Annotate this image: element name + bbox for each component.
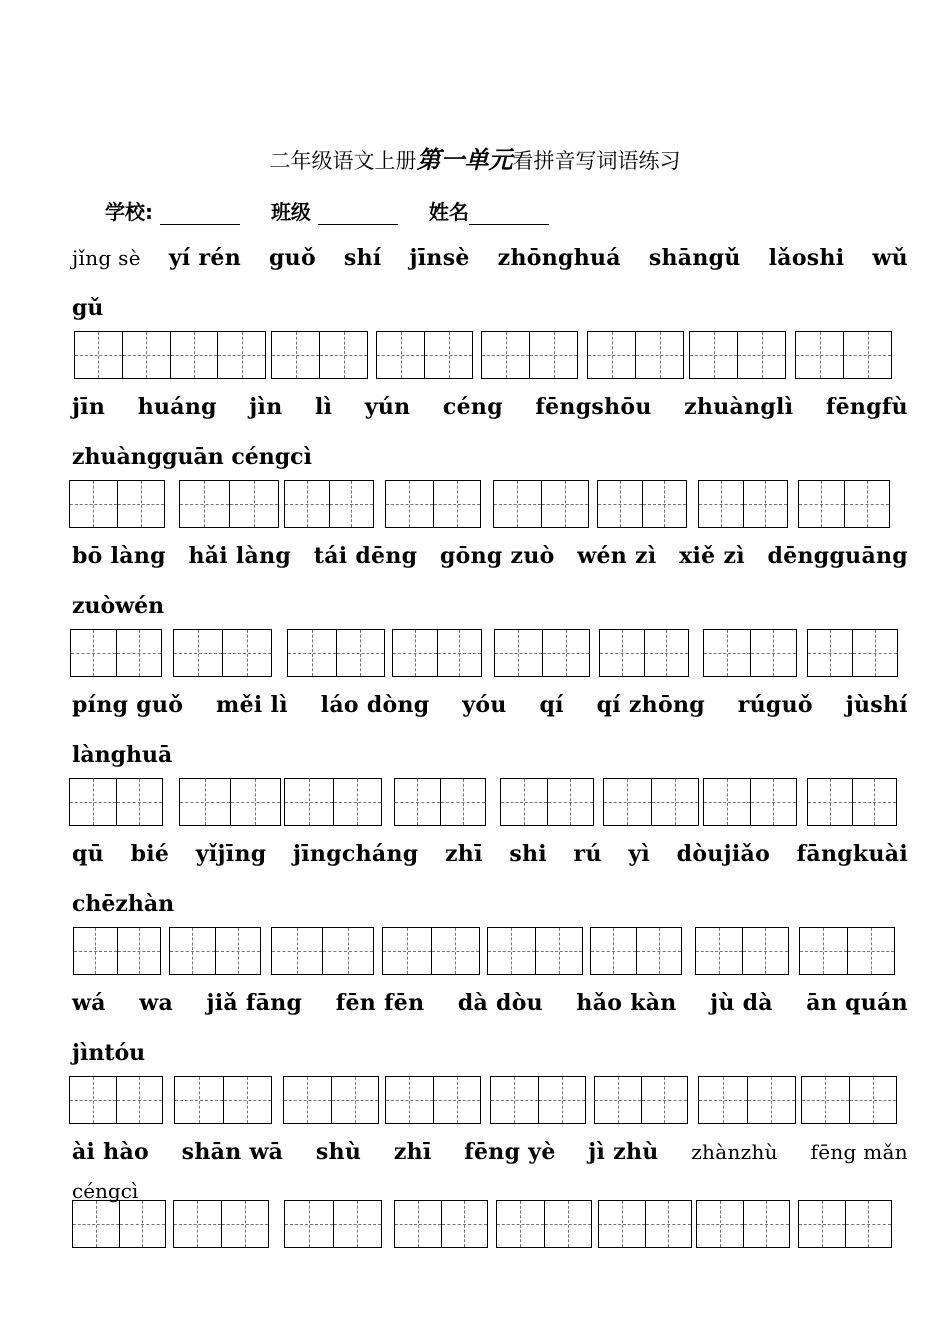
tianzige-cell[interactable] (174, 1201, 222, 1247)
page-title (0, 140, 950, 175)
tianzige-cell[interactable] (386, 481, 434, 527)
tianzige-pair (73, 927, 161, 975)
pinyin-word: jù dà (710, 990, 773, 1016)
tianzige-cell[interactable] (591, 928, 637, 974)
pinyin-line (72, 839, 908, 869)
pinyin-word: jùshí (845, 692, 908, 718)
tianzige-cell[interactable] (600, 630, 645, 676)
tianzige-cell[interactable] (853, 779, 897, 825)
tianzige-pair (490, 1076, 586, 1124)
pinyin-word: shāngǔ (648, 245, 741, 271)
pinyin-word: xiě zì (679, 543, 745, 569)
tianzige-cell[interactable] (330, 481, 374, 527)
tianzige-pair (385, 480, 481, 528)
tianzige-pair (696, 1200, 790, 1248)
tianzige-pair (807, 629, 898, 677)
tianzige-pair (594, 1076, 688, 1124)
tianzige-cell[interactable] (70, 1077, 117, 1123)
tianzige-cell[interactable] (853, 630, 897, 676)
pinyin-continuation: jìntóu (72, 1040, 146, 1066)
tianzige-cell[interactable] (543, 630, 590, 676)
tianzige-cell[interactable] (844, 332, 891, 378)
class-label: 班级 (270, 200, 311, 224)
tianzige-cell[interactable] (598, 481, 643, 527)
tianzige-cell[interactable] (699, 1077, 748, 1123)
tianzige-cell[interactable] (697, 1201, 744, 1247)
tianzige-cell[interactable] (223, 630, 271, 676)
writing-grid (72, 480, 908, 530)
pinyin-word: tái dēng (313, 543, 418, 569)
tianzige-pair (703, 629, 797, 677)
pinyin-word: shi (509, 841, 547, 867)
tianzige-cell[interactable] (845, 481, 890, 527)
tianzige-cell[interactable] (73, 1201, 120, 1247)
pinyin-word: fēng yè (464, 1139, 556, 1165)
tianzige-pair (376, 331, 473, 379)
pinyin-word: wén zì (577, 543, 657, 569)
pinyin-line (72, 1137, 908, 1167)
pinyin-continuation: zuòwén (72, 593, 165, 619)
tianzige-cell[interactable] (488, 928, 536, 974)
tianzige-cell[interactable] (645, 630, 689, 676)
tianzige-cell[interactable] (174, 630, 223, 676)
tianzige-cell[interactable] (395, 1201, 442, 1247)
tianzige-cell[interactable] (799, 1201, 846, 1247)
tianzige-cell[interactable] (642, 1077, 688, 1123)
pinyin-line (72, 243, 908, 273)
pinyin-word: céng (442, 394, 503, 420)
tianzige-pair (698, 1076, 796, 1124)
pinyin-word: shù (315, 1139, 362, 1165)
tianzige-cell[interactable] (744, 1201, 790, 1247)
name-label: 姓名 (428, 200, 469, 224)
class-blank[interactable] (318, 204, 398, 225)
writing-grid (72, 331, 908, 381)
school-blank[interactable] (160, 204, 240, 225)
tianzige-cell[interactable] (495, 630, 543, 676)
tianzige-pair (385, 1076, 481, 1124)
pinyin-word: ān quán (806, 990, 908, 1016)
tianzige-pair (590, 927, 682, 975)
pinyin-word: lì (314, 394, 333, 420)
tianzige-cell[interactable] (377, 332, 425, 378)
tianzige-pair (382, 927, 480, 975)
tianzige-cell[interactable] (231, 779, 281, 825)
tianzige-pair (283, 1076, 379, 1124)
writing-grid (72, 1076, 908, 1126)
pinyin-word: jì zhù (588, 1139, 659, 1165)
tianzige-cell[interactable] (71, 630, 117, 676)
pinyin-word: qí (539, 692, 564, 718)
tianzige-cell[interactable] (588, 332, 636, 378)
tianzige-pair (72, 1200, 166, 1248)
pinyin-word: yún (364, 394, 411, 420)
tianzige-cell[interactable] (442, 1201, 488, 1247)
tianzige-cell[interactable] (337, 630, 385, 676)
pinyin-word: guǒ (268, 245, 316, 271)
tianzige-pair (287, 629, 385, 677)
tianzige-cell[interactable] (802, 1077, 850, 1123)
tianzige-cell[interactable] (530, 332, 577, 378)
title-unit: 第一单元 (416, 145, 513, 174)
pinyin-word: dà dòu (457, 990, 543, 1016)
tianzige-cell[interactable] (383, 928, 432, 974)
pinyin-word: fēngfù (825, 394, 908, 420)
tianzige-pair (795, 331, 892, 379)
pinyin-word: dòujiǎo (676, 841, 771, 867)
tianzige-cell[interactable] (117, 1077, 163, 1123)
tianzige-cell[interactable] (699, 481, 744, 527)
tianzige-pair (798, 1200, 892, 1248)
pinyin-word: rú (573, 841, 602, 867)
pinyin-word: jīn (72, 394, 106, 420)
pinyin-word: lǎoshi (768, 245, 845, 271)
tianzige-cell[interactable] (272, 332, 320, 378)
tianzige-cell[interactable] (501, 779, 548, 825)
pinyin-word: yǐjīng (195, 841, 267, 867)
tianzige-pair (493, 480, 589, 528)
pinyin-word: jìn (249, 394, 283, 420)
tianzige-cell[interactable] (808, 630, 853, 676)
pinyin-word: měi lì (216, 692, 288, 718)
tianzige-cell[interactable] (441, 779, 486, 825)
tianzige-pair (587, 331, 684, 379)
tianzige-cell[interactable] (548, 779, 594, 825)
writing-grid (72, 629, 908, 679)
tianzige-pair (798, 480, 890, 528)
pinyin-word: yí rén (168, 245, 241, 271)
tianzige-cell[interactable] (224, 1077, 272, 1123)
tianzige-cell[interactable] (799, 481, 845, 527)
tianzige-cell[interactable] (180, 779, 231, 825)
pinyin-word: zhī (393, 1139, 432, 1165)
tianzige-pair (69, 1076, 163, 1124)
tianzige-pair (179, 480, 279, 528)
tianzige-pair (598, 1200, 692, 1248)
tianzige-cell[interactable] (285, 779, 334, 825)
tianzige-cell[interactable] (690, 332, 738, 378)
pinyin-word: wá (72, 990, 106, 1016)
tianzige-pair (392, 629, 482, 677)
pinyin-word: píng guǒ (72, 692, 184, 718)
tianzige-pair (69, 778, 163, 826)
tianzige-cell[interactable] (848, 928, 895, 974)
tianzige-cell[interactable] (393, 630, 438, 676)
tianzige-pair (174, 1076, 272, 1124)
tianzige-cell[interactable] (230, 481, 279, 527)
tianzige-cell[interactable] (652, 779, 699, 825)
tianzige-cell[interactable] (542, 481, 589, 527)
tianzige-cell[interactable] (438, 630, 482, 676)
tianzige-pair (597, 480, 687, 528)
tianzige-cell[interactable] (796, 332, 844, 378)
tianzige-pair (394, 778, 486, 826)
pinyin-word: hǎo kàn (576, 990, 677, 1016)
pinyin-word: jīnsè (409, 245, 470, 271)
tianzige-cell[interactable] (595, 1077, 642, 1123)
tianzige-pair (284, 1200, 382, 1248)
tianzige-pair (70, 629, 162, 677)
tianzige-pair (807, 778, 897, 826)
title-prefix: 二年级语文上册 (269, 149, 417, 173)
tianzige-cell[interactable] (180, 481, 230, 527)
pinyin-word: bié (130, 841, 170, 867)
tianzige-cell[interactable] (494, 481, 542, 527)
pinyin-word: huáng (137, 394, 217, 420)
tianzige-pair (481, 331, 578, 379)
tianzige-pair (69, 480, 165, 528)
pinyin-word: shí (343, 245, 382, 271)
tianzige-pair (271, 927, 374, 975)
tianzige-pair (394, 1200, 488, 1248)
tianzige-cell[interactable] (123, 332, 171, 378)
tianzige-pair (173, 629, 272, 677)
tianzige-pair (500, 778, 594, 826)
pinyin-word: jiǎ fāng (206, 990, 303, 1016)
pinyin-continuation: zhuàngguān céngcì (72, 444, 312, 470)
tianzige-pair (703, 778, 797, 826)
tianzige-cell[interactable] (323, 928, 373, 974)
tianzige-cell[interactable] (696, 928, 743, 974)
title-suffix: 看拼音写词语练习 (512, 149, 681, 173)
tianzige-cell[interactable] (118, 481, 165, 527)
tianzige-cell[interactable] (748, 1077, 796, 1123)
tianzige-cell[interactable] (285, 1201, 334, 1247)
tianzige-cell[interactable] (74, 928, 118, 974)
tianzige-cell[interactable] (497, 1201, 545, 1247)
tianzige-cell[interactable] (222, 1201, 269, 1247)
pinyin-word: zhuànglì (684, 394, 794, 420)
tianzige-cell[interactable] (704, 630, 751, 676)
pinyin-word: yóu (462, 692, 507, 718)
tianzige-cell[interactable] (170, 928, 216, 974)
pinyin-continuation: gǔ (72, 295, 104, 321)
tianzige-cell[interactable] (285, 481, 330, 527)
tianzige-pair (74, 331, 266, 379)
tianzige-cell[interactable] (434, 1077, 481, 1123)
tianzige-cell[interactable] (75, 332, 123, 378)
tianzige-cell[interactable] (482, 332, 530, 378)
tianzige-cell[interactable] (743, 928, 789, 974)
tianzige-pair (173, 1200, 269, 1248)
tianzige-cell[interactable] (704, 779, 751, 825)
tianzige-cell[interactable] (604, 779, 652, 825)
tianzige-pair (689, 331, 786, 379)
tianzige-pair (271, 331, 368, 379)
pinyin-line (72, 988, 908, 1018)
tianzige-cell[interactable] (284, 1077, 332, 1123)
tianzige-cell[interactable] (800, 928, 848, 974)
tianzige-cell[interactable] (70, 481, 118, 527)
pinyin-line (72, 392, 908, 422)
tianzige-cell[interactable] (118, 928, 161, 974)
tianzige-cell[interactable] (117, 779, 163, 825)
pinyin-word: fēngshōu (535, 394, 652, 420)
pinyin-word: fāngkuài (796, 841, 908, 867)
pinyin-word: shān wā (181, 1139, 284, 1165)
tianzige-cell[interactable] (288, 630, 337, 676)
pinyin-word: hǎi làng (188, 543, 292, 569)
pinyin-word: wǔ (872, 245, 908, 271)
tianzige-cell[interactable] (536, 928, 583, 974)
tianzige-pair (487, 927, 583, 975)
pinyin-continuation: céngcì (72, 1179, 139, 1203)
pinyin-word: jǐng sè (72, 246, 141, 270)
student-info-line (105, 196, 573, 225)
pinyin-word: gōng zuò (439, 543, 555, 569)
pinyin-word: fēn fēn (335, 990, 425, 1016)
pinyin-word: fēng mǎn (810, 1140, 908, 1164)
tianzige-pair (603, 778, 699, 826)
pinyin-word: jīngcháng (293, 841, 419, 867)
writing-grid (72, 778, 908, 828)
tianzige-pair (799, 927, 895, 975)
tianzige-cell[interactable] (434, 481, 481, 527)
tianzige-pair (284, 480, 374, 528)
pinyin-word: qū (72, 841, 104, 867)
tianzige-cell[interactable] (70, 779, 117, 825)
tianzige-pair (169, 927, 261, 975)
tianzige-cell[interactable] (432, 928, 480, 974)
writing-grid (72, 1200, 908, 1250)
tianzige-cell[interactable] (738, 332, 785, 378)
tianzige-pair (494, 629, 590, 677)
tianzige-cell[interactable] (643, 481, 687, 527)
tianzige-cell[interactable] (646, 1201, 692, 1247)
pinyin-word: bō làng (72, 543, 166, 569)
pinyin-word: láo dòng (320, 692, 430, 718)
tianzige-cell[interactable] (539, 1077, 586, 1123)
pinyin-line (72, 690, 908, 720)
name-blank[interactable] (469, 204, 549, 225)
tianzige-cell[interactable] (218, 332, 265, 378)
tianzige-cell[interactable] (636, 332, 683, 378)
tianzige-pair (496, 1200, 592, 1248)
pinyin-word: zhī (445, 841, 483, 867)
tianzige-cell[interactable] (117, 630, 162, 676)
tianzige-cell[interactable] (171, 332, 219, 378)
writing-grid (72, 927, 908, 977)
tianzige-cell[interactable] (272, 928, 323, 974)
pinyin-continuation: lànghuā (72, 742, 173, 768)
pinyin-word: qí zhōng (596, 692, 705, 718)
pinyin-line (72, 541, 908, 571)
tianzige-pair (801, 1076, 897, 1124)
tianzige-cell[interactable] (386, 1077, 434, 1123)
tianzige-cell[interactable] (808, 779, 853, 825)
pinyin-word: dēngguāng (767, 543, 908, 569)
pinyin-continuation: chēzhàn (72, 891, 175, 917)
tianzige-cell[interactable] (751, 630, 797, 676)
pinyin-word: zhànzhù (691, 1140, 778, 1164)
tianzige-cell[interactable] (334, 1201, 382, 1247)
tianzige-cell[interactable] (846, 1201, 892, 1247)
tianzige-pair (179, 778, 281, 826)
tianzige-cell[interactable] (545, 1201, 592, 1247)
pinyin-word: ài hào (72, 1139, 149, 1165)
tianzige-cell[interactable] (216, 928, 261, 974)
tianzige-cell[interactable] (850, 1077, 897, 1123)
tianzige-cell[interactable] (332, 1077, 379, 1123)
tianzige-pair (695, 927, 789, 975)
tianzige-cell[interactable] (751, 779, 797, 825)
tianzige-cell[interactable] (425, 332, 472, 378)
tianzige-cell[interactable] (744, 481, 788, 527)
tianzige-cell[interactable] (320, 332, 367, 378)
pinyin-word: zhōnghuá (497, 245, 621, 271)
tianzige-cell[interactable] (395, 779, 441, 825)
pinyin-word: wa (139, 990, 174, 1016)
tianzige-pair (698, 480, 788, 528)
tianzige-cell[interactable] (491, 1077, 539, 1123)
tianzige-cell[interactable] (637, 928, 682, 974)
school-label: 学校: (105, 200, 153, 224)
tianzige-pair (599, 629, 689, 677)
pinyin-word: yì (628, 841, 651, 867)
tianzige-pair (284, 778, 382, 826)
tianzige-cell[interactable] (599, 1201, 646, 1247)
tianzige-cell[interactable] (120, 1201, 166, 1247)
tianzige-cell[interactable] (334, 779, 382, 825)
tianzige-cell[interactable] (175, 1077, 224, 1123)
pinyin-word: rúguǒ (737, 692, 813, 718)
